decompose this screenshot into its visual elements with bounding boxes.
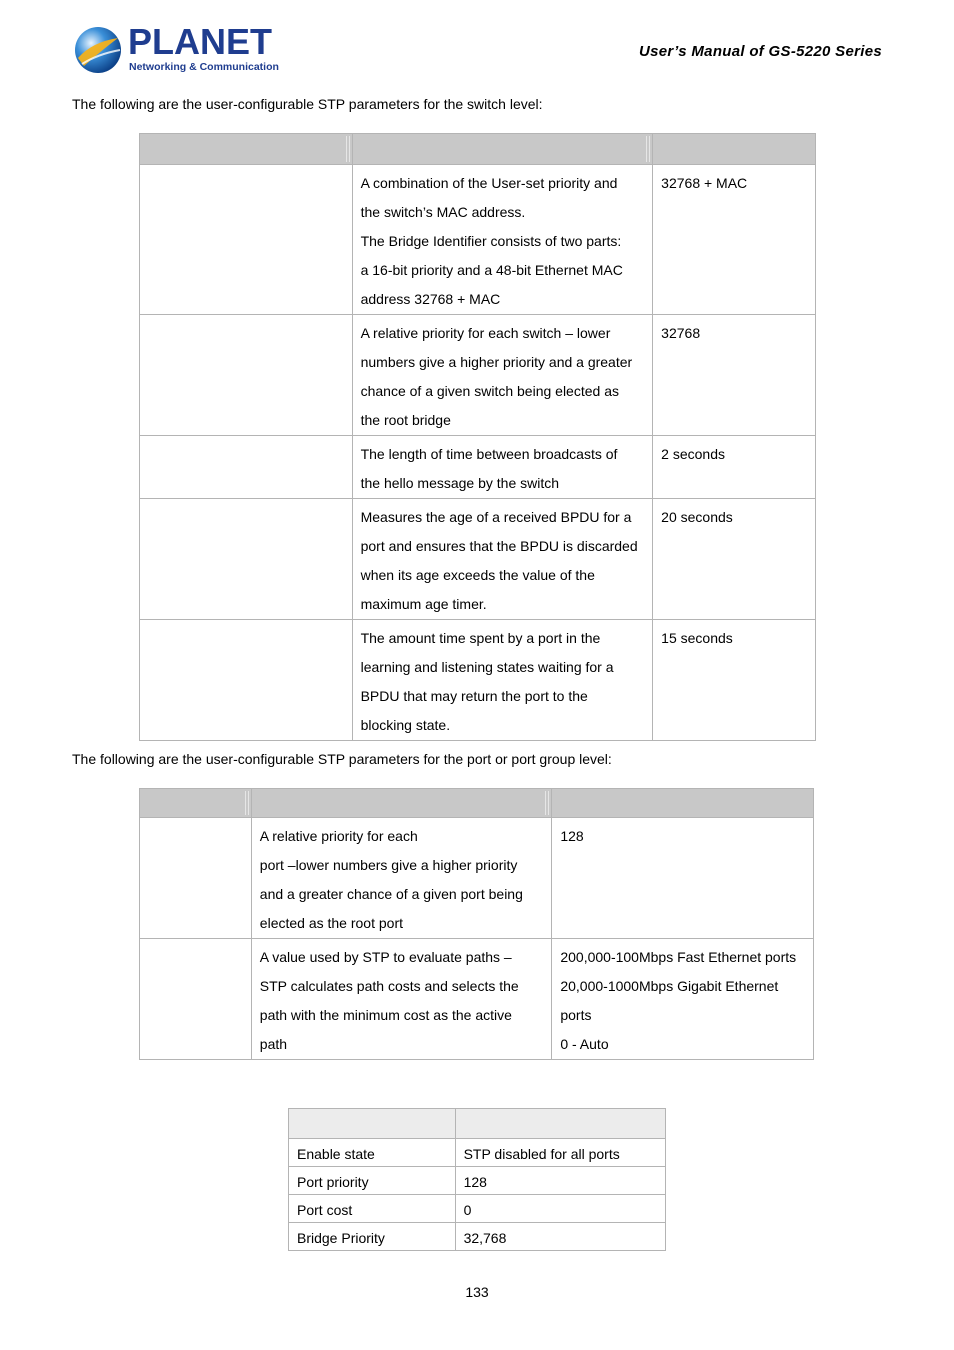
header-cell [352, 134, 653, 165]
manual-title: User’s Manual of GS-5220 Series [638, 43, 882, 60]
setting-name-cell: Port priority [289, 1167, 456, 1195]
setting-value-cell: STP disabled for all ports [455, 1139, 665, 1167]
logo-wordmark: PLANET [128, 21, 272, 62]
default-cell [653, 620, 816, 741]
table-row [289, 1139, 666, 1167]
header-cell [455, 1109, 665, 1139]
cell-line: A relative priority for each [259, 828, 418, 844]
cell-line: Measures the age of a received BPDU for a [360, 509, 632, 525]
description-cell [352, 165, 653, 315]
header-cell [289, 1109, 456, 1139]
cell-line: when its age exceeds the value of the [360, 567, 595, 583]
port-stp-table [139, 788, 814, 1060]
switch-stp-table [139, 133, 816, 741]
cell-line: elected as the root port [259, 915, 403, 931]
cell-line: numbers give a higher priority and a greater [360, 354, 633, 370]
table-row [289, 1167, 666, 1195]
parameter-cell [140, 315, 353, 436]
page-number: 133 [465, 1284, 489, 1300]
cell-line: A relative priority for each switch – lower [360, 325, 611, 341]
table-row [140, 620, 816, 741]
table-row [289, 1223, 666, 1251]
cell-line: BPDU that may return the port to the [360, 688, 588, 704]
cell-line: chance of a given switch being elected as [360, 383, 619, 399]
default-cell [653, 499, 816, 620]
cell-line: a 16-bit priority and a 48-bit Ethernet MAC [360, 262, 623, 278]
header-cell [140, 789, 252, 818]
header-cell [552, 789, 814, 818]
description-cell [251, 939, 552, 1060]
stp-defaults-table [288, 1108, 666, 1251]
cell-line: the hello message by the switch [360, 475, 560, 491]
setting-name-cell: Enable state [289, 1139, 456, 1167]
port-table-header [140, 789, 814, 818]
parameter-cell [140, 436, 353, 499]
cell-line: 128 [560, 828, 584, 844]
setting-name-cell: Port cost [289, 1195, 456, 1223]
cell-line: The length of time between broadcasts of [360, 446, 618, 462]
cell-line: ports [560, 1007, 592, 1023]
parameter-cell [140, 165, 353, 315]
parameter-cell [140, 499, 353, 620]
default-cell [653, 165, 816, 315]
cell-line: port –lower numbers give a higher priority [259, 857, 518, 873]
planet-logo [72, 21, 279, 78]
port-level-intro: The following are the user-configurable STP parameters for the port or port group level: [72, 751, 612, 767]
cell-line: and a greater chance of a given port being [259, 886, 523, 902]
cell-line: 2 seconds [661, 446, 725, 462]
table-row [140, 165, 816, 315]
default-cell [552, 818, 814, 939]
setting-name-cell: Bridge Priority [289, 1223, 456, 1251]
table-row [140, 436, 816, 499]
cell-line: port and ensures that the BPDU is discarded [360, 538, 638, 554]
cell-line: 0 - Auto [560, 1036, 609, 1052]
setting-value-cell: 128 [455, 1167, 665, 1195]
cell-line: 200,000-100Mbps Fast Ethernet ports [560, 949, 797, 965]
defaults-table-header [289, 1109, 666, 1139]
cell-line: maximum age timer. [360, 596, 487, 612]
cell-line: blocking state. [360, 717, 451, 733]
setting-value-cell: 32,768 [455, 1223, 665, 1251]
cell-line: 20,000-1000Mbps Gigabit Ethernet [560, 978, 779, 994]
cell-line: A combination of the User-set priority and [360, 175, 618, 191]
default-cell [552, 939, 814, 1060]
description-cell [352, 436, 653, 499]
cell-line: The amount time spent by a port in the [360, 630, 601, 646]
description-cell [251, 818, 552, 939]
table-row [289, 1195, 666, 1223]
table-row [140, 499, 816, 620]
cell-line: learning and listening states waiting for a [360, 659, 614, 675]
switch-level-intro: The following are the user-configurable STP parameters for the switch level: [72, 96, 543, 112]
default-cell [653, 315, 816, 436]
header-cell [251, 789, 552, 818]
planet-globe-icon [72, 24, 124, 76]
parameter-cell [140, 818, 252, 939]
cell-line: 32768 + MAC [661, 175, 748, 191]
parameter-cell [140, 939, 252, 1060]
table-row [140, 818, 814, 939]
cell-line: path [259, 1036, 288, 1052]
cell-line: path with the minimum cost as the active [259, 1007, 512, 1023]
cell-line: A value used by STP to evaluate paths – [259, 949, 512, 965]
default-cell [653, 436, 816, 499]
description-cell [352, 620, 653, 741]
table-row [140, 939, 814, 1060]
switch-table-header [140, 134, 816, 165]
cell-line: 15 seconds [661, 630, 733, 646]
cell-line: The Bridge Identifier consists of two parts: [360, 233, 622, 249]
cell-line: the root bridge [360, 412, 451, 428]
cell-line: 20 seconds [661, 509, 733, 525]
table-row [140, 315, 816, 436]
setting-value-cell: 0 [455, 1195, 665, 1223]
description-cell [352, 499, 653, 620]
parameter-cell [140, 620, 353, 741]
description-cell [352, 315, 653, 436]
cell-line: 32768 [661, 325, 701, 341]
cell-line: address 32768 + MAC [360, 291, 501, 307]
header-cell [653, 134, 816, 165]
cell-line: STP calculates path costs and selects the [259, 978, 519, 994]
cell-line: the switch’s MAC address. [360, 204, 526, 220]
header-cell [140, 134, 353, 165]
logo-subtitle: Networking & Communication [129, 61, 279, 73]
